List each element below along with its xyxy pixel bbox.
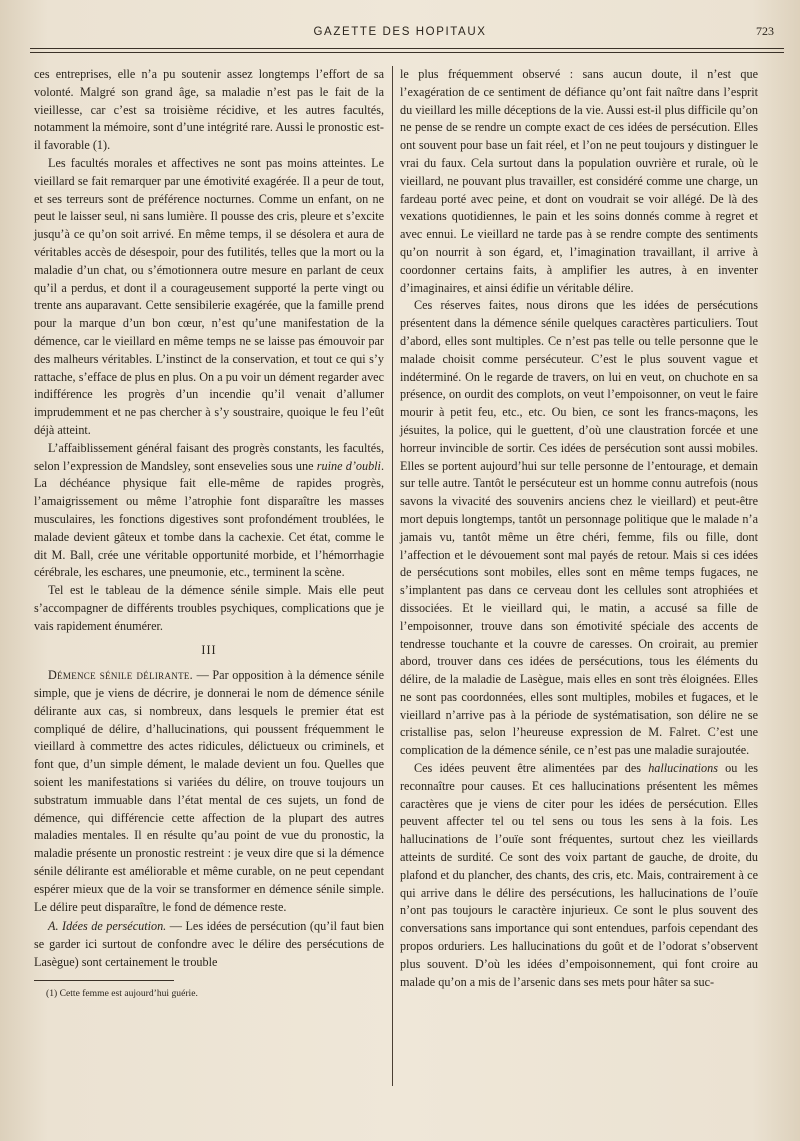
subsection-heading: A. Idées de persécution. bbox=[48, 919, 167, 934]
paragraph: Ces réserves faites, nous dirons que les idées de persécutions présentent dans la démence sénile quelques caractères particuliers. Tout d’abord, elles sont multiples. Ce n’est pas telle ou telle personne que le malade choisit comme persécuteur. C’est le plus souvent vague et indéterminé. On le regarde de travers, on lui en veut, on chuchote en sa présence, on ourdit des complots, on veut l’empoisonner, on veut le faire mourir à petit feu, etc., etc. Ou bien, ce sont les francs-maçons, les jésuites, la police, qui le guettent, d’où une claustration forcée et une horreur invincible de sortir. Ces idées de persécution sont aussi mobiles. Elles se portent aujourd’hui sur telle personne de l’entourage, et demain sur telle autre. Tantôt le persécuteur est un homme connu autrefois (nous savons la vivacité des souvenirs anciens chez le vieillard) et peut-être mort depuis longtemps, tantôt un personnage politique que le malade n’a jamais vu, tantôt même un être chéri, femme, fils ou fille, dont l’affection et le dévouement sont mal payés de retour. Mais si ces idées de persécutions sont mobiles, elles sont en même temps fugaces, ne s’implantent pas dans ce cerveau dont les cellules sont atrophiées et dissociées. Et le vieillard qui, le matin, a accusé sa fille de l’empoisonner, trouve dans son émotivité spéciale des accents de tendresse touchante et la couvre de caresses. On croirait, au premier abord, trouver dans ces idées de persécutions, tous les éléments du délire, de la maladie de Lasègue, mais elles en sont très éloignées. Elles ne sont pas coordonnées, elles sont multiples, mobiles et fugaces, et le vieillard n’arrive pas à la période de systématisation, son délire ne se cristallise pas, selon l’heureuse expression de M. Falret. C’est une complication de la démence sénile, ce n’est pas une maladie surajoutée. bbox=[400, 298, 758, 758]
publication-title: GAZETTE DES HOPITAUX bbox=[313, 26, 487, 38]
left-column bbox=[34, 66, 384, 1000]
emphasis-text: hallucinations bbox=[648, 761, 718, 776]
page-number: 723 bbox=[756, 24, 774, 38]
column-divider bbox=[392, 66, 393, 1086]
paragraph bbox=[34, 667, 384, 916]
paragraph-text: L’affaiblissement général faisant des progrès constants, les facultés, selon l’expression de Mandsley, sont ensevelies sous une bbox=[34, 440, 384, 473]
paragraph-text: ou les reconnaître pour causes. Et ces hallucinations présentent les mêmes caractères que je viens de citer pour les idées de persécution. Elles peuvent affecter tel ou tel sens ou tous les sens à la fois. Les hallucinations de l’ouïe sont fréquentes, surtout chez les vieillards atteints de surdité. Ce sont des voix partant de gauche, de droite, du plafond et du plancher, des chants, des cris, etc. Mais, contrairement à ce qui arrive dans le délire des persécutions, les hallucinations de l’ouïe n’ont pas toujours le caractère injurieux. Ce sont le plus souvent des conversations sans importance qui sont entendues, parfois cependant des propos orduriers. Les hallucinations du goût et de l’odorat s’observent plus souvent. D’où les idées d’empoisonnement, qui font croire au malade qu’on a mis de l’arsenic dans ses mets pour hâter sa suc- bbox=[400, 761, 758, 989]
paragraph: ces entreprises, elle n’a pu soutenir assez longtemps l’effort de sa volonté. Malgré son grand âge, sa maladie n’est pas le fait de la vieillesse, car c’est sa troisième récidive, et les autres facultés, notamment la mémoire, sont d’une intégrité rare. Aussi le pronostic est-il favorable (1). bbox=[34, 67, 384, 153]
paragraph: le plus fréquemment observé : sans aucun doute, il n’est que l’exagération de ce sentiment de défiance qu’ont fait naître dans l’esprit du vieillard les mille déceptions de la vie. Aussi est-il plus difficile qu’on ne pense de se rendre un compte exact de ces idées de persécution. Elles ont souvent pour base un fait réel, et l’on ne peut toujours y distinguer le vrai du faux. Cela surtout dans la population ouvrière et rurale, où le vieillard, ne pouvant plus travailler, est considéré comme une charge, un fardeau porté avec peine, et dont on voudrait se voir allégé. De là des vexations quotidiennes, le pain et les soins donnés comme à regret et avec ennui. Le vieillard ne tarde pas à se rendre compte des sentiments qu’on nourrit à son égard, et, l’imagination travaillant, il arrive à coordonner certains faits, à amplifier les autres, à en inventer d’imaginaires, et ainsi édifie un véritable délire. bbox=[400, 67, 758, 295]
footnote: (1) Cette femme est aujourd’hui guérie. bbox=[46, 987, 198, 999]
paragraph-text: — Par opposition à la démence sénile simple, que je viens de décrire, je donnerai le nom de démence sénile délirante aux cas, si nombreux, dans lesquels le premier état est compliqué de délire, d’hallucinations, qui poussent fréquemment le vieillard à commettre des actes ridicules, délictueux ou criminels, et font que, d’un simple dément, le malade devient un fou. Quelles que soient les manifestations si variées du délire, on trouve toujours un substratum immuable dans l’état mental de ces sujets, un fond de démence, qui différencie cette affection de la plupart des autres maladies mentales. Il en résulte qu’au point de vue du pronostic, la maladie présente un pronostic restreint : je veux dire que si la démence sénile délirante est améliorable et même curable, on ne peut cependant espérer mieux que de la voir se transformer en démence sénile simple. Le délire peut disparaître, le fond de démence reste. bbox=[34, 668, 384, 914]
paragraph: Tel est le tableau de la démence sénile simple. Mais elle peut s’accompagner de différents troubles psychiques, complications que je vais rapidement énumérer. bbox=[34, 583, 384, 633]
paragraph bbox=[34, 918, 384, 971]
footnote-rule bbox=[34, 980, 174, 981]
paragraph-text: Ces idées peuvent être alimentées par des bbox=[414, 761, 649, 776]
paragraph-text: . La déchéance physique fait elle-même de rapides progrès, l’amaigrissement ou même l’atrophie font disparaître les masses musculaires, les fonctions digestives sont profondément troublées, le malade devient gâteux et tombe dans la cachexie. Cet état, comme le dit M. Ball, crée une véritable opportunité morbide, et l’hémorrhagie cérébrale, les eschares, une pneumonie, etc., terminent la scène. bbox=[34, 458, 384, 580]
emphasis-text: ruine d’oubli bbox=[316, 458, 381, 473]
page-header bbox=[0, 22, 800, 46]
header-rule-double bbox=[30, 52, 784, 53]
section-heading: III bbox=[201, 642, 217, 657]
subsection-heading: Démence sénile délirante. bbox=[48, 668, 194, 683]
paragraph-text: — Les idées de persécution (qu’il faut bien se garder ici surtout de confondre avec le délire des persécutions de Lasègue) sont certainement le trouble bbox=[34, 919, 384, 970]
paragraph: Les facultés morales et affectives ne sont pas moins atteintes. Le vieillard se fait remarquer par une émotivité exagérée. Il a peur de tout, et ses terreurs sont de préférence nocturnes. Comme un enfant, on ne peut le laisser seul, ni sans lumière. Il pousse des cris, pleure et s’excite jusqu’à ce qu’on soit arrivé. En même temps, il se désolera et aura de véritables accès de désespoir, pour des futilités, telles que la mort ou la maladie d’un chat, ou s’émotionnera outre mesure en parlant de ceux qu’il a perdus, et dont il a courageusement supporté la perte vingt ou trente ans auparavant. Cette sensibilerie exagérée, que la famille prend pour la marque d’un bon cœur, n’est qu’une manifestation de la démence, car le vieillard en même temps ne se laisse pas émouvoir par des malheurs véritables. L’instinct de la conservation, et tout ce qui s’y rattache, s’efface de plus en plus. On a pu voir un dément regarder avec indifférence les progrès d’un incendie qu’il venait d’allumer imprudemment et ne pas chercher à s’y soustraire, quoique le feu l’eût déjà atteint. bbox=[34, 155, 384, 437]
right-column bbox=[400, 66, 758, 991]
paragraph bbox=[34, 440, 384, 582]
paragraph bbox=[400, 760, 758, 991]
header-rule bbox=[30, 48, 784, 49]
